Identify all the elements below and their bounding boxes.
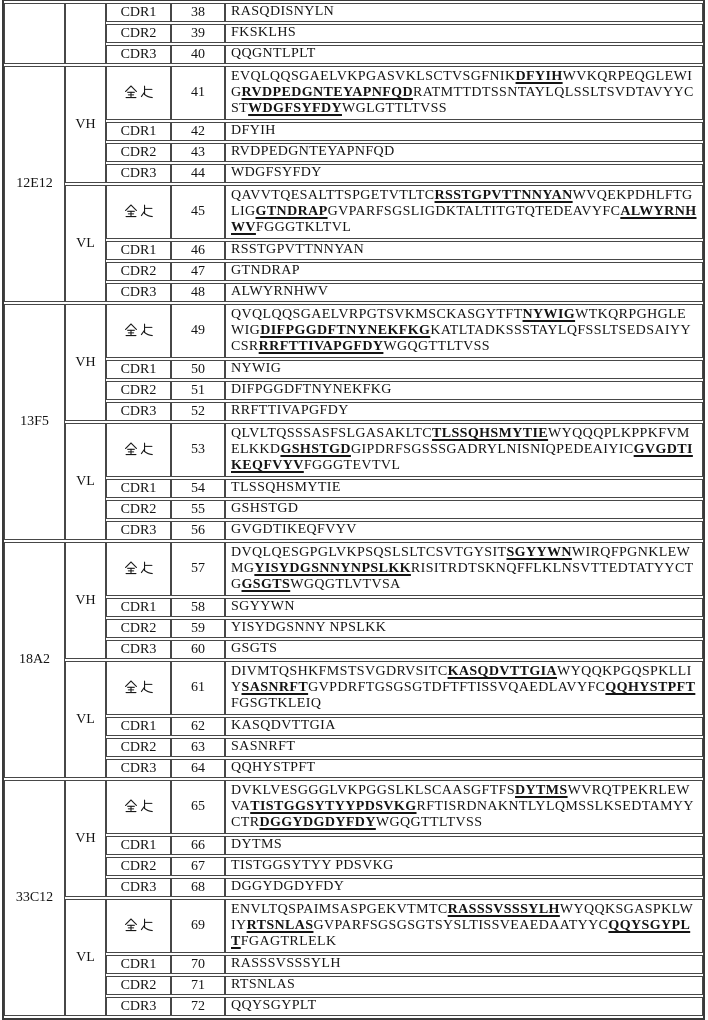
sequence-cdr-segment: WDGFSYFDY — [248, 101, 342, 116]
sequence-segment: FGGGTEVTVL — [303, 458, 401, 473]
antibody-name-cell — [4, 3, 65, 64]
region-cell: CDR3 — [106, 402, 171, 421]
seq-id-cell: 41 — [171, 66, 225, 120]
seq-id-cell: 51 — [171, 381, 225, 400]
sequence-cell — [225, 500, 703, 519]
seq-id-cell: 67 — [171, 857, 225, 876]
sequence-segment: QAVVTQESALTTSPGETVTLTC — [231, 188, 435, 203]
sequence-segment: RASSSVSSSYLH — [231, 956, 341, 971]
sequence-segment: DVKLVESGGGLVKPGGSLKLSCAASGFTFS — [231, 783, 516, 798]
sequence-cell — [225, 241, 703, 260]
sequence-segment: TISTGGSYTYY PDSVKG — [231, 858, 394, 873]
seq-id-cell: 45 — [171, 185, 225, 239]
sequence-cell — [225, 976, 703, 995]
region-cell: CDR2 — [106, 738, 171, 757]
sequence-cell — [225, 402, 703, 421]
antibody-name-cell: 12E12 — [4, 66, 65, 302]
sequence-segment: WGQGTLVTVSA — [290, 577, 401, 592]
region-cell: CDR3 — [106, 759, 171, 778]
table-row — [4, 661, 703, 715]
sequence-cell — [225, 619, 703, 638]
region-cell: CDR2 — [106, 619, 171, 638]
sequence-cell — [225, 542, 703, 596]
table-row — [4, 899, 703, 953]
sequence-segment: WGQGTTLTVSS — [383, 339, 490, 354]
sequence-cdr-segment: DGGYDGDYFDY — [259, 815, 376, 830]
sequence-segment: RASQDISNYLN — [231, 4, 335, 19]
chain-cell: VH — [65, 66, 106, 183]
sequence-cell — [225, 24, 703, 43]
region-cell: CDR2 — [106, 143, 171, 162]
chain-cell: VL — [65, 185, 106, 302]
table-row — [4, 304, 703, 358]
sequence-segment: GTNDRAP — [231, 263, 300, 278]
sequence-segment: RVDPEDGNTEYAPNFQD — [231, 144, 395, 159]
chang-character-glyph — [140, 323, 154, 337]
region-cell — [106, 899, 171, 953]
sequence-segment: RATMTTDTSSNTAYLQLSSLTSVDTAVYYCST — [231, 85, 694, 116]
region-cell: CDR1 — [106, 598, 171, 617]
sequence-cdr-segment: SASNRFT — [241, 680, 309, 695]
full-length-label — [123, 205, 155, 220]
sequence-cdr-segment: GSGTS — [241, 577, 291, 592]
table-row — [4, 598, 703, 617]
sequence-segment: WTKQRPGHGLEWIG — [231, 307, 687, 338]
region-cell — [106, 66, 171, 120]
sequence-cdr-segment: SGYYWN — [506, 545, 572, 560]
sequence-segment: KASQDVTTGIA — [231, 718, 336, 733]
sequence-segment: WVKQRPEQGLEWIG — [231, 69, 693, 100]
sequence-segment: RSSTGPVTTNNYAN — [231, 242, 365, 257]
sequence-segment: ALWYRNHWV — [231, 284, 329, 299]
sequence-segment: DIVMTQSHKFMSTSVGDRVSITC — [231, 664, 448, 679]
sequence-cell — [225, 479, 703, 498]
region-cell: CDR3 — [106, 164, 171, 183]
table-row — [4, 780, 703, 834]
chang-character-glyph — [140, 680, 154, 694]
region-cell: CDR2 — [106, 262, 171, 281]
sequence-cell — [225, 997, 703, 1016]
sequence-cdr-segment: GVGDTIKEQFVYV — [231, 442, 693, 473]
sequence-segment: YISYDGSNNY NPSLKK — [231, 620, 387, 635]
seq-id-cell: 42 — [171, 122, 225, 141]
sequence-segment: QVQLQQSGAELVRPGTSVKMSCKASGYTFT — [231, 307, 523, 322]
table-row — [4, 164, 703, 183]
region-cell: CDR1 — [106, 836, 171, 855]
sequence-segment: GVPARFSGSLIGDKTALTITGTQTEDEAVYFC — [327, 204, 621, 219]
sequence-cdr-segment: DYTMS — [515, 783, 568, 798]
sequence-cdr-segment: QQHYSTPFT — [605, 680, 696, 695]
table-row — [4, 878, 703, 897]
full-length-label — [123, 562, 155, 577]
sequence-cdr-segment: NYWIG — [522, 307, 576, 322]
sequence-segment: WYQQQPLKPPKFVMELKKD — [231, 426, 690, 457]
seq-id-cell: 68 — [171, 878, 225, 897]
seq-id-cell: 47 — [171, 262, 225, 281]
sequence-cell — [225, 143, 703, 162]
sequence-segment: QQYSGYPLT — [231, 998, 317, 1013]
region-cell: CDR3 — [106, 283, 171, 302]
sequence-segment: KATLTADKSSSTAYLQFSSLTSEDSAIYYCSR — [231, 323, 691, 354]
sequence-cdr-segment: RTSNLAS — [246, 918, 314, 933]
sequence-cell — [225, 360, 703, 379]
sequence-table — [4, 1, 703, 1018]
table-row — [4, 479, 703, 498]
seq-id-cell: 43 — [171, 143, 225, 162]
seq-id-cell: 53 — [171, 423, 225, 477]
sequence-cell — [225, 955, 703, 974]
sequence-cell — [225, 381, 703, 400]
table-row — [4, 241, 703, 260]
sequence-segment: GVPARFSGSGSGTSYSLTISSVEAEDAATYYC — [313, 918, 609, 933]
region-cell: CDR3 — [106, 640, 171, 659]
region-cell: CDR1 — [106, 955, 171, 974]
seq-id-cell: 66 — [171, 836, 225, 855]
table-row — [4, 955, 703, 974]
chain-cell: VL — [65, 423, 106, 540]
sequence-cell — [225, 283, 703, 302]
region-cell: CDR2 — [106, 976, 171, 995]
full-length-label — [123, 681, 155, 696]
region-cell: CDR1 — [106, 241, 171, 260]
table-row — [4, 738, 703, 757]
quan-character-glyph — [124, 323, 138, 337]
sequence-cdr-segment: RVDPEDGNTEYAPNFQD — [241, 85, 413, 100]
sequence-cell — [225, 661, 703, 715]
sequence-segment: WGLGTTLTVSS — [341, 101, 447, 116]
full-length-label — [123, 919, 155, 934]
table-row — [4, 66, 703, 120]
seq-id-cell: 56 — [171, 521, 225, 540]
table-row — [4, 997, 703, 1016]
sequence-segment: WVQEKPDHLFTGLIG — [231, 188, 693, 219]
chang-character-glyph — [140, 561, 154, 575]
sequence-table-wrap — [2, 0, 705, 1020]
sequence-cell — [225, 717, 703, 736]
chain-cell: VH — [65, 542, 106, 659]
sequence-segment: RFTISRDNAKNTLYLQMSSLKSEDTAMYYCTR — [231, 799, 694, 830]
seq-id-cell: 58 — [171, 598, 225, 617]
table-row — [4, 717, 703, 736]
quan-character-glyph — [124, 85, 138, 99]
quan-character-glyph — [124, 561, 138, 575]
table-row — [4, 45, 703, 64]
chang-character-glyph — [140, 85, 154, 99]
sequence-cdr-segment: TLSSQHSMYTIE — [431, 426, 549, 441]
sequence-cell — [225, 640, 703, 659]
region-cell: CDR3 — [106, 997, 171, 1016]
sequence-segment: QQHYSTPFT — [231, 760, 316, 775]
sequence-cell — [225, 3, 703, 22]
sequence-cell — [225, 66, 703, 120]
sequence-segment: FGAGTRLELK — [240, 934, 337, 949]
sequence-segment: WYQQKSGASPKLWIY — [231, 902, 694, 933]
sequence-cdr-segment: DIFPGGDFTNYNEKFKG — [260, 323, 431, 338]
seq-id-cell: 61 — [171, 661, 225, 715]
table-row — [4, 24, 703, 43]
seq-id-cell: 71 — [171, 976, 225, 995]
sequence-segment: DFYIH — [231, 123, 276, 138]
chain-cell — [65, 3, 106, 64]
sequence-segment: SGYYWN — [231, 599, 295, 614]
seq-id-cell: 65 — [171, 780, 225, 834]
region-cell: CDR2 — [106, 857, 171, 876]
sequence-segment: WGQGTTLTVSS — [375, 815, 483, 830]
table-row — [4, 857, 703, 876]
seq-id-cell: 44 — [171, 164, 225, 183]
sequence-cell — [225, 45, 703, 64]
seq-id-cell: 54 — [171, 479, 225, 498]
region-cell: CDR1 — [106, 360, 171, 379]
table-row — [4, 423, 703, 477]
seq-id-cell: 52 — [171, 402, 225, 421]
sequence-segment: DIFPGGDFTNYNEKFKG — [231, 382, 392, 397]
table-row — [4, 3, 703, 22]
chain-cell: VL — [65, 661, 106, 778]
sequence-segment: NYWIG — [231, 361, 282, 376]
seq-id-cell: 40 — [171, 45, 225, 64]
chain-cell: VH — [65, 780, 106, 897]
sequence-segment: EVQLQQSGAELVKPGASVKLSCTVSGFNIK — [231, 69, 516, 84]
sequence-cell — [225, 738, 703, 757]
sequence-segment: GSHSTGD — [231, 501, 299, 516]
sequence-segment: DVQLQESGPGLVKPSQSLSLTCSVTGYSIT — [231, 545, 507, 560]
sequence-segment: SASNRFT — [231, 739, 296, 754]
sequence-cell — [225, 878, 703, 897]
sequence-cell — [225, 780, 703, 834]
table-row — [4, 143, 703, 162]
sequence-segment: GVPDRFTGSGSGTDFTFTISSVQAEDLAVYFC — [308, 680, 606, 695]
sequence-segment: RRFTTIVAPGFDY — [231, 403, 349, 418]
sequence-segment: FKSKLHS — [231, 25, 297, 40]
region-cell: CDR3 — [106, 45, 171, 64]
seq-id-cell: 63 — [171, 738, 225, 757]
region-cell — [106, 542, 171, 596]
sequence-segment: QLVLTQSSSASFSLGASAKLTC — [231, 426, 432, 441]
seq-id-cell: 38 — [171, 3, 225, 22]
sequence-cell — [225, 122, 703, 141]
chang-character-glyph — [140, 799, 154, 813]
quan-character-glyph — [124, 799, 138, 813]
sequence-segment: GIPDRFSGSSSGADRYLNISNIQPEDEAIYIC — [350, 442, 634, 457]
sequence-segment: WIRQFPGNKLEWMG — [231, 545, 691, 576]
sequence-segment: WDGFSYFDY — [231, 165, 322, 180]
sequence-cell — [225, 185, 703, 239]
sequence-cdr-segment: YISYDGSNNYNPSLKK — [254, 561, 411, 576]
sequence-cell — [225, 262, 703, 281]
sequence-cdr-segment: ALWYRNHWV — [231, 204, 697, 235]
seq-id-cell: 50 — [171, 360, 225, 379]
sequence-segment: FGGGTKLTVL — [255, 220, 352, 235]
region-cell: CDR1 — [106, 717, 171, 736]
table-row — [4, 360, 703, 379]
sequence-cell — [225, 598, 703, 617]
table-row — [4, 836, 703, 855]
seq-id-cell: 69 — [171, 899, 225, 953]
quan-character-glyph — [124, 918, 138, 932]
table-row — [4, 402, 703, 421]
seq-id-cell: 70 — [171, 955, 225, 974]
sequence-cdr-segment: KASQDVTTGIA — [447, 664, 557, 679]
sequence-segment: DYTMS — [231, 837, 283, 852]
table-row — [4, 521, 703, 540]
sequence-segment: GVGDTIKEQFVYV — [231, 522, 357, 537]
table-row — [4, 283, 703, 302]
sequence-cell — [225, 304, 703, 358]
sequence-segment: FGSGTKLEIQ — [231, 696, 322, 711]
region-cell — [106, 423, 171, 477]
table-row — [4, 381, 703, 400]
sequence-cdr-segment: RRFTTIVAPGFDY — [258, 339, 384, 354]
region-cell: CDR2 — [106, 24, 171, 43]
region-cell — [106, 304, 171, 358]
sequence-cell — [225, 759, 703, 778]
seq-id-cell: 59 — [171, 619, 225, 638]
sequence-cell — [225, 857, 703, 876]
region-cell: CDR3 — [106, 878, 171, 897]
region-cell: CDR1 — [106, 479, 171, 498]
sequence-segment: ENVLTQSPAIMSASPGEKVTMTC — [231, 902, 448, 917]
full-length-label — [123, 800, 155, 815]
quan-character-glyph — [124, 204, 138, 218]
region-cell — [106, 780, 171, 834]
quan-character-glyph — [124, 680, 138, 694]
sequence-cdr-segment: RASSSVSSSYLH — [447, 902, 560, 917]
seq-id-cell: 62 — [171, 717, 225, 736]
table-row — [4, 542, 703, 596]
region-cell — [106, 185, 171, 239]
chang-character-glyph — [140, 204, 154, 218]
sequence-cell — [225, 521, 703, 540]
region-cell: CDR3 — [106, 521, 171, 540]
full-length-label — [123, 86, 155, 101]
region-cell — [106, 661, 171, 715]
seq-id-cell: 72 — [171, 997, 225, 1016]
seq-id-cell: 60 — [171, 640, 225, 659]
region-cell: CDR2 — [106, 381, 171, 400]
table-row — [4, 976, 703, 995]
sequence-cell — [225, 423, 703, 477]
seq-id-cell: 55 — [171, 500, 225, 519]
sequence-cdr-segment: DFYIH — [515, 69, 563, 84]
table-row — [4, 619, 703, 638]
table-row — [4, 640, 703, 659]
sequence-segment: GSGTS — [231, 641, 278, 656]
full-length-label — [123, 443, 155, 458]
sequence-cdr-segment: TISTGGSYTYYPDSVKG — [250, 799, 417, 814]
quan-character-glyph — [124, 442, 138, 456]
seq-id-cell: 46 — [171, 241, 225, 260]
sequence-cdr-segment: GSHSTGD — [280, 442, 351, 457]
sequence-segment: TLSSQHSMYTIE — [231, 480, 341, 495]
antibody-name-cell: 33C12 — [4, 780, 65, 1016]
sequence-cdr-segment: GTNDRAP — [255, 204, 328, 219]
sequence-cell — [225, 836, 703, 855]
sequence-cell — [225, 899, 703, 953]
table-row — [4, 500, 703, 519]
seq-id-cell: 39 — [171, 24, 225, 43]
region-cell: CDR2 — [106, 500, 171, 519]
sequence-table-body — [4, 3, 703, 1016]
sequence-segment: RTSNLAS — [231, 977, 296, 992]
antibody-name-cell: 18A2 — [4, 542, 65, 778]
sequence-segment: DGGYDGDYFDY — [231, 879, 345, 894]
chain-cell: VH — [65, 304, 106, 421]
antibody-name-cell: 13F5 — [4, 304, 65, 540]
chang-character-glyph — [140, 918, 154, 932]
table-row — [4, 122, 703, 141]
table-row — [4, 759, 703, 778]
sequence-cdr-segment: QQYSGYPLT — [231, 918, 691, 949]
region-cell: CDR1 — [106, 3, 171, 22]
chang-character-glyph — [140, 442, 154, 456]
region-cell: CDR1 — [106, 122, 171, 141]
seq-id-cell: 64 — [171, 759, 225, 778]
seq-id-cell: 49 — [171, 304, 225, 358]
sequence-segment: QQGNTLPLT — [231, 46, 316, 61]
table-row — [4, 262, 703, 281]
sequence-segment: RISITRDTSKNQFFLKLNSVTTEDTATYYCTG — [231, 561, 694, 592]
sequence-cdr-segment: RSSTGPVTTNNYAN — [434, 188, 573, 203]
seq-id-cell: 57 — [171, 542, 225, 596]
sequence-cell — [225, 164, 703, 183]
sequence-segment: WYQQKPGQSPKLLIY — [231, 664, 692, 695]
table-row — [4, 185, 703, 239]
sequence-segment: WVRQTPEKRLEWVA — [231, 783, 690, 814]
chain-cell: VL — [65, 899, 106, 1016]
full-length-label — [123, 324, 155, 339]
seq-id-cell: 48 — [171, 283, 225, 302]
